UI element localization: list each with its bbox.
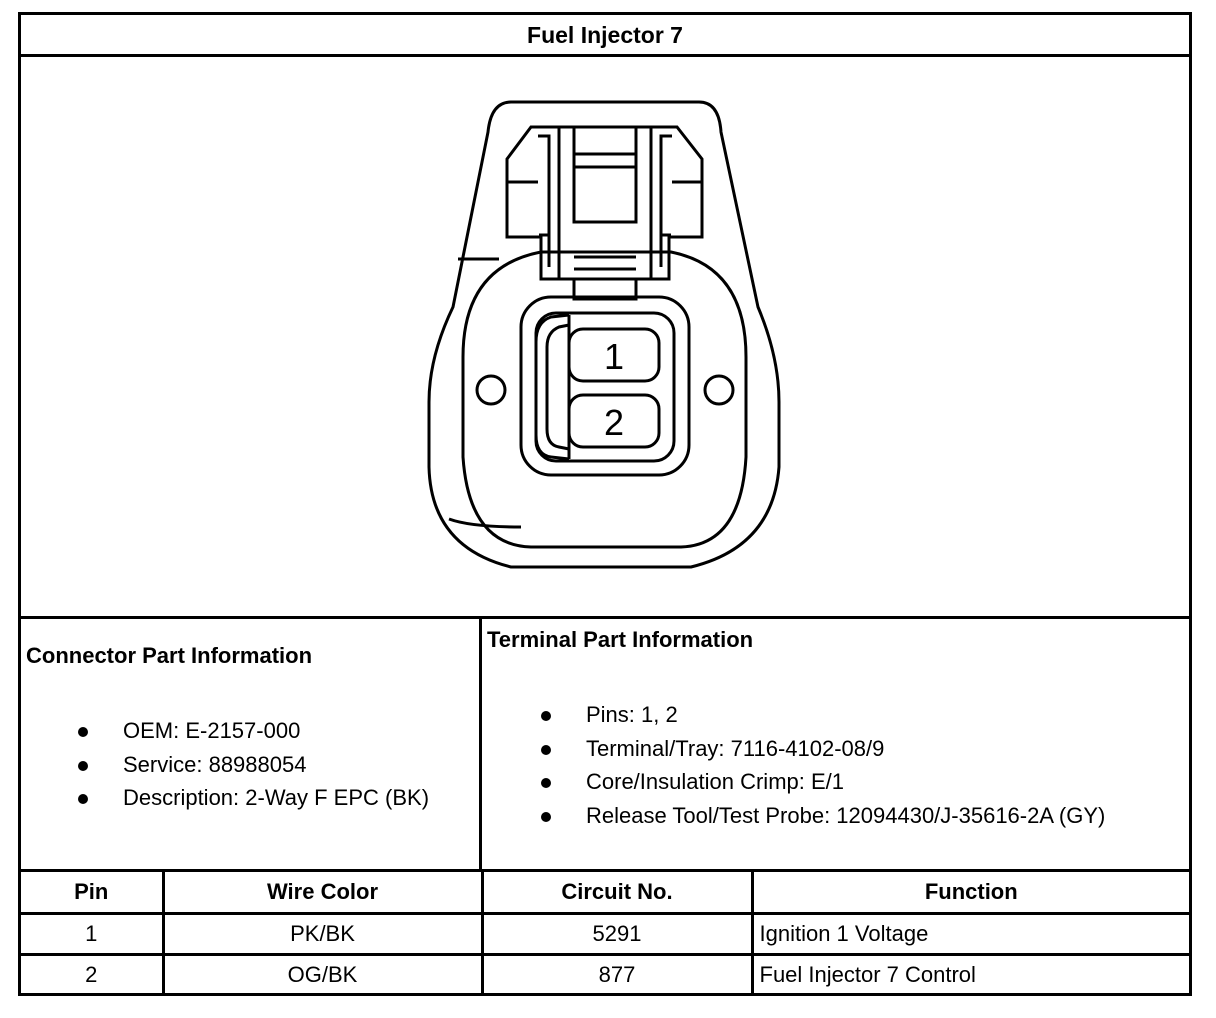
mounting-hole-left	[477, 376, 505, 404]
connector-sheet	[18, 12, 1192, 996]
pin-label-2: 2	[603, 402, 625, 443]
column-header-pin: Pin	[21, 872, 163, 913]
table-row	[21, 954, 1189, 995]
connector-info-item: Service: 88988054	[22, 748, 429, 782]
connector-face-drawing	[21, 57, 1189, 619]
connector-info-item: OEM: E-2157-000	[22, 714, 429, 748]
terminal-part-info	[482, 619, 1189, 869]
column-header-wire-color: Wire Color	[163, 872, 482, 913]
pin-table	[21, 872, 1189, 995]
pin-cell: 1	[21, 913, 163, 954]
connector-housing-outline	[429, 102, 779, 567]
column-header-circuit: Circuit No.	[482, 872, 752, 913]
connector-info-item: Description: 2-Way F EPC (BK)	[22, 781, 429, 815]
terminal-info-item: Terminal/Tray: 7116-4102-08/9	[485, 732, 1105, 766]
connector-part-info	[21, 619, 482, 869]
terminal-info-heading: Terminal Part Information	[487, 627, 754, 652]
terminal-info-item: Core/Insulation Crimp: E/1	[485, 765, 1105, 799]
column-header-function: Function	[752, 872, 1189, 913]
connector-diagram	[21, 57, 1189, 619]
function-cell: Ignition 1 Voltage	[752, 913, 1189, 954]
pin-cell: 2	[21, 954, 163, 995]
terminal-info-item: Release Tool/Test Probe: 12094430/J-35616-2A (GY)	[485, 799, 1105, 833]
pin-label-1: 1	[603, 336, 625, 377]
part-information	[21, 619, 1189, 872]
connector-info-heading: Connector Part Information	[26, 643, 313, 668]
page-title: Fuel Injector 7	[21, 15, 1189, 57]
mounting-hole-right	[705, 376, 733, 404]
wire-color-cell: PK/BK	[163, 913, 482, 954]
table-row	[21, 913, 1189, 954]
function-cell: Fuel Injector 7 Control	[752, 954, 1189, 995]
circuit-cell: 5291	[482, 913, 752, 954]
terminal-info-item: Pins: 1, 2	[485, 698, 1105, 732]
wire-color-cell: OG/BK	[163, 954, 482, 995]
connector-info-list	[22, 714, 429, 815]
circuit-cell: 877	[482, 954, 752, 995]
terminal-info-list	[485, 698, 1105, 832]
table-header-row	[21, 872, 1189, 913]
